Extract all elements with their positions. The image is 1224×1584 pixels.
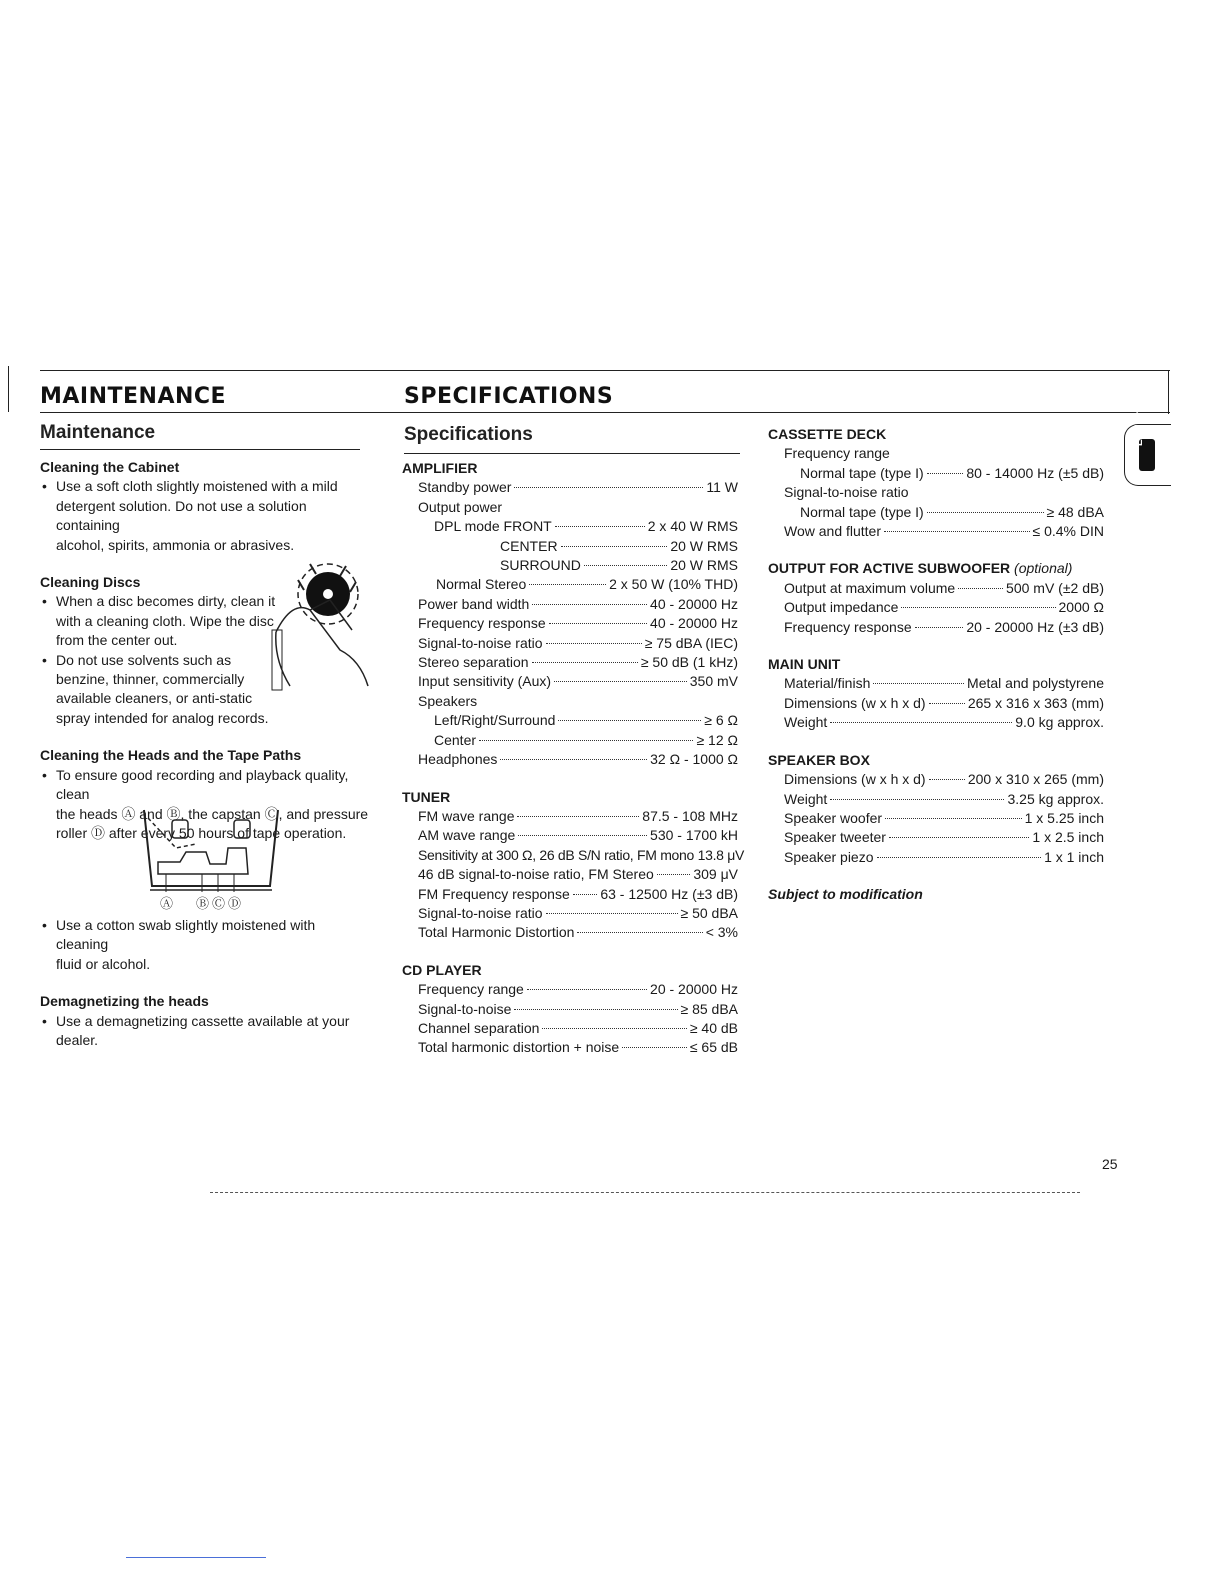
discs-line: with a cleaning cloth. Wipe the disc	[56, 612, 274, 629]
spec-row: Input sensitivity (Aux) 350 mV	[418, 673, 738, 690]
specifications-title: Specifications	[404, 424, 533, 445]
spec-row: Total harmonic distortion + noise ≤ 65 dB	[418, 1039, 738, 1056]
subject-to-modification: Subject to modification	[768, 886, 923, 903]
tape-label-b: Ⓑ	[196, 896, 210, 911]
cabinet-line: alcohol, spirits, ammonia or abrasives.	[56, 536, 295, 553]
header-rule	[40, 412, 1170, 413]
tape-label-d: Ⓓ	[228, 896, 242, 911]
language-tab	[1124, 424, 1171, 486]
maintenance-title: Maintenance	[40, 422, 156, 443]
spec-row: Stereo separation ≥ 50 dB (1 kHz)	[418, 654, 738, 671]
spec-row: Left/Right/Surround ≥ 6 Ω	[434, 712, 738, 729]
page-number: 25	[1102, 1156, 1118, 1172]
specs-column-middle	[402, 459, 745, 1058]
spec-row: Normal tape (type I) 80 - 14000 Hz (±5 dB)	[800, 464, 1104, 481]
tape-label-a: Ⓐ	[160, 896, 174, 911]
spec-row: Signal-to-noise ratio ≥ 75 dBA (IEC)	[418, 634, 738, 651]
spec-row: Signal-to-noise ≥ 85 dBA	[418, 1000, 738, 1017]
demag-bullet	[40, 1012, 370, 1051]
spec-row: Frequency response 20 - 20000 Hz (±3 dB)	[784, 618, 1104, 635]
spec-row: Speaker woofer 1 x 5.25 inch	[784, 809, 1104, 826]
heads-line: the heads Ⓐ and Ⓑ, the capstan Ⓒ, and pressure	[56, 805, 369, 822]
discs-line: • Do not use solvents such as	[56, 651, 232, 668]
left-bracket	[8, 366, 15, 412]
spec-row: Normal Stereo 2 x 50 W (10% THD)	[436, 576, 738, 593]
specifications-title-rule	[404, 453, 740, 454]
top-rule	[40, 370, 1170, 371]
spec-row: Standby power 11 W	[418, 479, 738, 496]
demag-line: • Use a demagnetizing cassette available at your dealer.	[56, 1012, 350, 1049]
subwoofer-optional: (optional)	[1014, 560, 1073, 577]
maintenance-title-rule	[40, 449, 360, 450]
tape-heads-illustration	[136, 808, 286, 908]
discs-heading: Cleaning Discs	[40, 574, 141, 591]
spec-row: Weight 3.25 kg approx.	[784, 790, 1104, 807]
spec-row: Weight 9.0 kg approx.	[784, 714, 1104, 731]
spec-label: Sensitivity at 300 Ω, 26 dB S/N ratio, FM mono 13.8 μV	[418, 846, 745, 863]
cabinet-line: detergent solution. Do not use a solution containing	[56, 497, 307, 534]
spec-row: Dimensions (w x h x d) 265 x 316 x 363 (mm)	[784, 694, 1104, 711]
language-tab-label: English	[1134, 409, 1145, 446]
spec-row: Speaker piezo 1 x 1 inch	[784, 848, 1104, 865]
heads-line: roller Ⓓ after every 50 hours of tape operation.	[56, 824, 347, 841]
spec-row: DPL mode FRONT 2 x 40 W RMS	[434, 518, 738, 535]
spec-row: Center ≥ 12 Ω	[434, 731, 738, 748]
tuner-heading: TUNER	[402, 788, 451, 805]
spec-row: Headphones 32 Ω - 1000 Ω	[418, 751, 738, 768]
discs-line: from the center out.	[56, 632, 178, 649]
spec-row: Material/finish Metal and polystyrene	[784, 675, 1104, 692]
spec-row: Frequency range 20 - 20000 Hz	[418, 981, 738, 998]
spec-row: Total Harmonic Distortion < 3%	[418, 924, 738, 941]
spec-label: Signal-to-noise ratio	[784, 484, 909, 501]
demag-heading: Demagnetizing the heads	[40, 993, 209, 1010]
amplifier-heading: AMPLIFIER	[402, 460, 478, 476]
disc-cleaning-illustration	[270, 560, 376, 694]
spec-row: FM wave range 87.5 - 108 MHz	[418, 807, 738, 824]
spec-row: Power band width 40 - 20000 Hz	[418, 595, 738, 612]
cabinet-heading: Cleaning the Cabinet	[40, 459, 180, 475]
cd-heading: CD PLAYER	[402, 961, 482, 978]
tape-label-c: Ⓒ	[212, 896, 226, 911]
discs-line: • When a disc becomes dirty, clean it	[56, 593, 276, 610]
cabinet-bullet	[40, 477, 370, 555]
maintenance-header: MAINTENANCE	[40, 384, 227, 409]
heads-heading: Cleaning the Heads and the Tape Paths	[40, 747, 302, 764]
spec-row: SURROUND 20 W RMS	[500, 557, 738, 574]
spec-row: CENTER 20 W RMS	[500, 537, 738, 554]
subwoofer-heading	[768, 559, 1104, 578]
heads-bullet-2	[40, 916, 370, 974]
spec-row: 46 dB signal-to-noise ratio, FM Stereo 309 μV	[418, 866, 738, 883]
spec-row: Speaker tweeter 1 x 2.5 inch	[784, 829, 1104, 846]
specs-column-right	[768, 425, 1104, 905]
heads-line: • Use a cotton swab slightly moistened with cleaning	[56, 917, 316, 953]
cassette-heading: CASSETTE DECK	[768, 426, 887, 442]
discs-line: benzine, thinner, commercially	[56, 671, 245, 688]
right-bracket	[1168, 370, 1170, 414]
bottom-rule	[210, 1192, 1080, 1193]
spec-row: AM wave range 530 - 1700 kH	[418, 827, 738, 844]
spec-label: Frequency range	[784, 445, 890, 462]
spec-row: Frequency response 40 - 20000 Hz	[418, 615, 738, 632]
spec-row: Output impedance 2000 Ω	[784, 599, 1104, 616]
spec-row: Channel separation ≥ 40 dB	[418, 1019, 738, 1036]
spec-label: Output power	[418, 498, 503, 515]
spec-row: Output at maximum volume 500 mV (±2 dB)	[784, 579, 1104, 596]
spec-row: Wow and flutter ≤ 0.4% DIN	[784, 523, 1104, 540]
spec-label: Speakers	[418, 692, 478, 709]
heads-line: fluid or alcohol.	[56, 955, 151, 972]
maintenance-column-lower	[40, 916, 370, 1050]
subwoofer-heading-text: OUTPUT FOR ACTIVE SUBWOOFER	[768, 560, 1011, 577]
cabinet-line: • Use a soft cloth slightly moistened with a mild	[56, 478, 338, 495]
spec-row: FM Frequency response 63 - 12500 Hz (±3 dB)	[418, 885, 738, 902]
main-unit-heading: MAIN UNIT	[768, 656, 841, 673]
heads-line: • To ensure good recording and playback quality, clean	[56, 766, 349, 803]
spec-row: Dimensions (w x h x d) 200 x 310 x 265 (mm)	[784, 771, 1104, 788]
footer-link-line	[126, 1557, 266, 1558]
speaker-box-heading: SPEAKER BOX	[768, 751, 870, 768]
spec-row: Normal tape (type I) ≥ 48 dBA	[800, 503, 1104, 520]
discs-line: available cleaners, or anti-static	[56, 690, 253, 707]
spec-row: Signal-to-noise ratio ≥ 50 dBA	[418, 904, 738, 921]
discs-line: spray intended for analog records.	[56, 709, 269, 726]
specifications-header: SPECIFICATIONS	[404, 384, 614, 409]
